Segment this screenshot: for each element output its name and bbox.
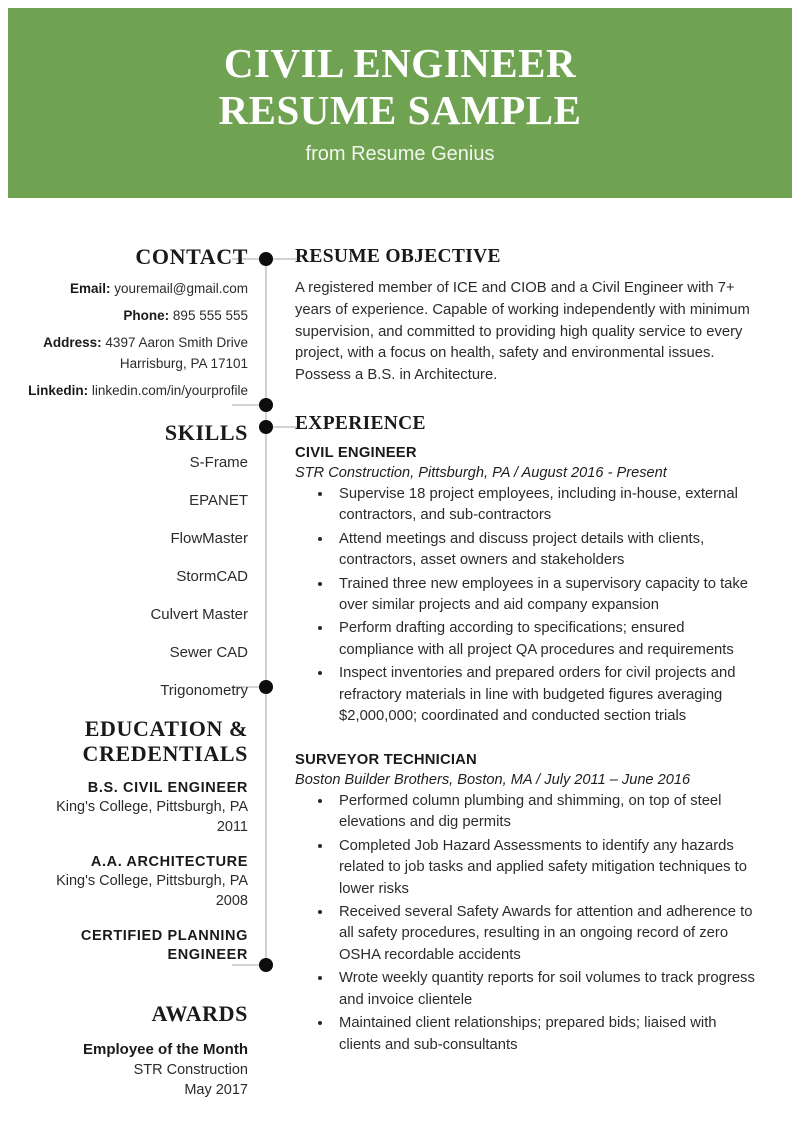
- job-meta: STR Construction, Pittsburgh, PA / August 2016 - Present: [295, 464, 667, 481]
- banner-title: [218, 40, 581, 133]
- skill-item: Trigonometry: [160, 681, 248, 699]
- timeline-dot-skills: [259, 398, 273, 412]
- education-school: King's College, Pittsburgh, PA: [56, 799, 248, 816]
- job-bullets: [295, 791, 755, 1056]
- contact-label-linkedin: Linkedin:: [28, 382, 89, 398]
- contact-value-email[interactable]: youremail@gmail.com: [114, 280, 248, 296]
- spacer: [0, 911, 248, 927]
- award-name: Employee of the Month: [83, 1041, 248, 1058]
- job-bullets: [295, 484, 755, 728]
- education-degree: CERTIFIED PLANNING ENGINEER: [80, 928, 248, 964]
- education-entry: [0, 927, 248, 965]
- timeline-arm-contact-right: [273, 258, 297, 260]
- contact-heading: CONTACT: [135, 244, 248, 269]
- job-meta: Boston Builder Brothers, Boston, MA / July 2011 – June 2016: [295, 771, 691, 788]
- job-bullet: • Maintained client relationships; prepared bids; liaised with clients and sub-consultants: [333, 1013, 755, 1056]
- timeline-dot-experience: [259, 420, 273, 434]
- skill-item: EPANET: [189, 491, 248, 509]
- banner-title-line1: CIVIL ENGINEER: [223, 40, 577, 87]
- timeline-dot-education: [259, 680, 273, 694]
- job-bullet: • Inspect inventories and prepared orders for civil projects and refractory materials in line with budgeted figures averaging $2,000,000; coordinated and conducted section trials: [333, 663, 755, 727]
- spacer: [295, 730, 755, 750]
- contact-row-linkedin: [0, 381, 248, 402]
- education-heading-line1: EDUCATION &: [84, 715, 248, 741]
- banner-title-line2: RESUME SAMPLE: [218, 87, 582, 133]
- timeline-dot-contact: [259, 252, 273, 266]
- job-bullet: • Wrote weekly quantity reports for soil volumes to track progress and invoice clientele: [333, 968, 755, 1011]
- education-entry: [0, 853, 248, 911]
- experience-job: [295, 445, 755, 728]
- education-year: 2008: [215, 892, 248, 909]
- job-bullet: • Received several Safety Awards for attention and adherence to all safety procedures, resulting in an ongoing record of zero OSHA recordable accidents: [333, 902, 755, 966]
- job-bullet: • Performed column plumbing and shimming, on top of steel elevations and dig permits: [333, 791, 755, 834]
- contact-value-address-line2: Harrisburg, PA 17101: [119, 355, 248, 371]
- contact-row-email: [0, 279, 248, 300]
- contact-label-email: Email:: [69, 280, 111, 296]
- education-heading-line2: CREDENTIALS: [82, 741, 248, 767]
- education-entry: [0, 779, 248, 837]
- contact-row-address: [0, 333, 248, 375]
- job-bullet: • Perform drafting according to specifications; ensured compliance with all project QA procedures and requirements: [333, 618, 755, 661]
- contact-list: [0, 279, 248, 402]
- skill-item: Culvert Master: [150, 605, 248, 623]
- education-school: King's College, Pittsburgh, PA: [56, 873, 248, 890]
- contact-label-phone: Phone:: [123, 307, 170, 323]
- contact-label-address: Address:: [43, 334, 102, 350]
- resume-body: [0, 198, 800, 1132]
- job-title: CIVIL ENGINEER: [295, 444, 417, 461]
- objective-section: [295, 246, 755, 387]
- skills-heading: SKILLS: [164, 419, 248, 445]
- job-bullet: • Completed Job Hazard Assessments to identify any hazards related to job tasks and applied safety mitigation techniques to lower risks: [333, 836, 755, 900]
- spacer: [0, 837, 248, 853]
- job-title: SURVEYOR TECHNICIAN: [295, 751, 477, 768]
- awards-section: [0, 1001, 248, 1101]
- skill-item: Sewer CAD: [169, 643, 248, 661]
- objective-text: A registered member of ICE and CIOB and a Civil Engineer with 7+ years of experience. Capable of working independently with minimum supervision, and committed to providing high quality service to every project, with a focus on health, safety and environmental issues. Possess a B.S. in Architecture.: [295, 280, 750, 383]
- timeline-rule: [265, 259, 267, 965]
- experience-job: [295, 752, 755, 1056]
- timeline-dot-awards: [259, 958, 273, 972]
- sidebar: [0, 198, 248, 1101]
- skill-item: FlowMaster: [170, 529, 248, 547]
- skill-item: StormCAD: [176, 567, 248, 585]
- award-date: May 2017: [184, 1082, 248, 1099]
- contact-value-address: 4397 Aaron Smith Drive: [105, 334, 248, 350]
- job-bullet: • Attend meetings and discuss project details with clients, contractors, asset owners and stakeholders: [333, 529, 755, 572]
- education-degree: B.S. CIVIL ENGINEER: [87, 780, 248, 797]
- skills-section: [0, 420, 248, 700]
- contact-row-phone: [0, 306, 248, 327]
- skill-item: S-Frame: [189, 453, 248, 471]
- experience-heading: EXPERIENCE: [295, 412, 426, 434]
- contact-value-linkedin[interactable]: linkedin.com/in/yourprofile: [91, 382, 248, 398]
- experience-section: [295, 413, 755, 1056]
- awards-heading: AWARDS: [151, 1001, 248, 1027]
- main-column: [295, 198, 755, 1058]
- header-banner: [8, 8, 792, 198]
- contact-value-phone[interactable]: 895 555 555: [172, 307, 248, 323]
- contact-section: [0, 244, 248, 402]
- award-entry: [0, 1039, 248, 1101]
- objective-heading: RESUME OBJECTIVE: [295, 246, 501, 267]
- job-bullet: • Trained three new employees in a supervisory capacity to take over similar projects and aid company expansion: [333, 574, 755, 617]
- timeline-arm-experience-right: [273, 426, 297, 428]
- award-organization: STR Construction: [133, 1062, 248, 1078]
- education-section: [0, 716, 248, 966]
- skills-list: [0, 454, 248, 700]
- education-year: 2011: [216, 818, 248, 835]
- job-bullet: • Supervise 18 project employees, including in-house, external contractors, and sub-contractors: [333, 484, 755, 527]
- banner-subtitle: from Resume Genius: [305, 142, 495, 165]
- education-degree: A.A. ARCHITECTURE: [90, 854, 248, 871]
- education-heading: [0, 716, 248, 768]
